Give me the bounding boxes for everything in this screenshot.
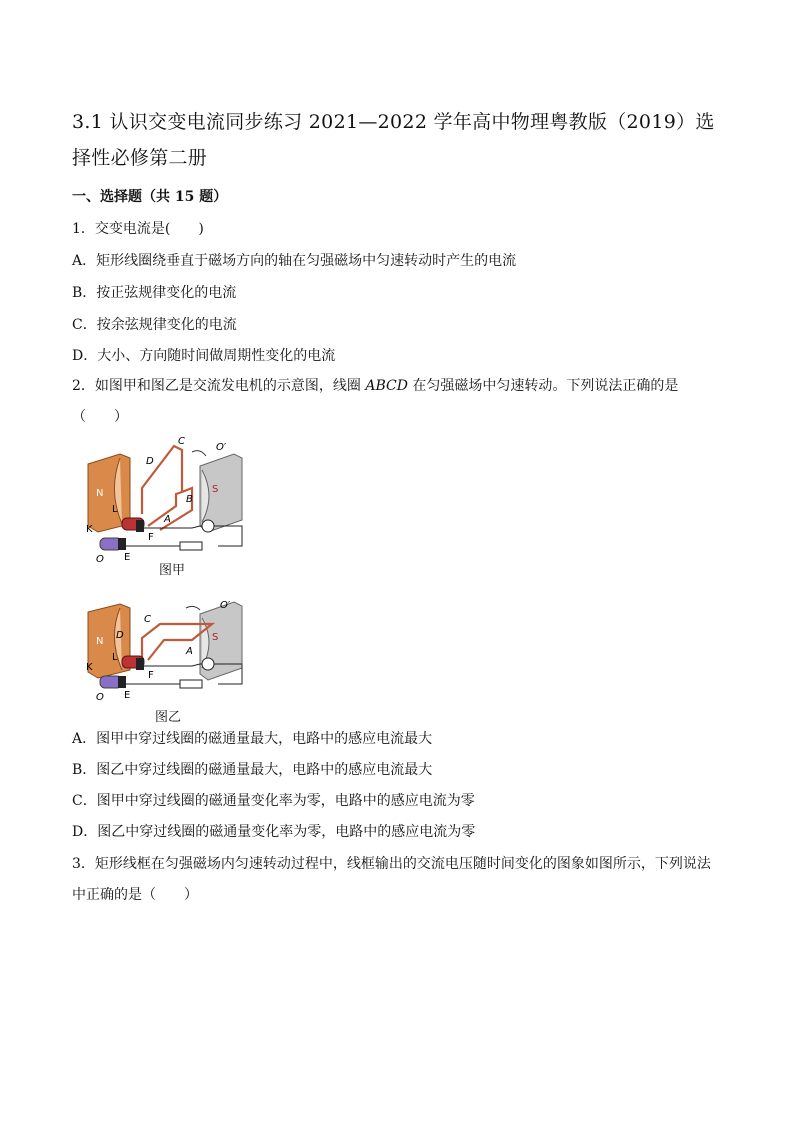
label-e: E xyxy=(124,552,131,563)
label-c: C xyxy=(178,436,185,447)
brush-lower xyxy=(118,676,126,688)
section-heading: 一、选择题（共 15 题） xyxy=(72,189,228,205)
question-1-stem: 1．交变电流是( ) xyxy=(72,221,204,237)
question-3-stem: 3．矩形线框在匀强磁场内匀速转动过程中，线框输出的交流电压随时间变化的图象如图所示，下列说法 xyxy=(72,856,711,872)
coil-name: ABCD xyxy=(365,378,408,394)
figure-yi xyxy=(82,598,252,708)
question-2-option-d: D．图乙中穿过线圈的磁通量变化率为零，电路中的感应电流为零 xyxy=(72,824,476,840)
label-o-prime: O′ xyxy=(220,600,231,611)
label-a: A xyxy=(186,646,193,657)
label-o-prime: O′ xyxy=(216,442,227,453)
label-l: L xyxy=(112,504,118,515)
label-n: N xyxy=(96,488,104,499)
label-c: C xyxy=(144,614,151,625)
label-s: S xyxy=(212,484,219,495)
figure-jia xyxy=(82,436,252,574)
question-1-option-d: D．大小、方向随时间做周期性变化的电流 xyxy=(72,348,336,364)
question-2-option-a: A．图甲中穿过线圈的磁通量最大，电路中的感应电流最大 xyxy=(72,731,433,747)
document-title: 3.1 认识交变电流同步练习 2021—2022 学年高中物理粤教版（2019）选择性必修第二册 xyxy=(72,111,715,169)
label-n: N xyxy=(96,636,104,647)
question-1-option-c: C．按余弦规律变化的电流 xyxy=(72,317,237,333)
rotation-arrow xyxy=(192,451,206,456)
resistor xyxy=(180,542,202,550)
label-o: O xyxy=(96,692,104,703)
label-s: S xyxy=(212,632,219,643)
label-e: E xyxy=(124,690,131,701)
question-1-option-b: B．按正弦规律变化的电流 xyxy=(72,285,237,301)
label-d: D xyxy=(146,456,154,467)
label-b: B xyxy=(186,494,193,505)
label-f: F xyxy=(148,670,154,681)
question-1-option-a: A．矩形线圈绕垂直于磁场方向的轴在匀强磁场中匀速转动时产生的电流 xyxy=(72,253,517,269)
question-2-stem-part: 2．如图甲和图乙是交流发电机的示意图，线圈 xyxy=(72,378,366,394)
question-2-stem xyxy=(72,375,678,395)
ammeter xyxy=(202,520,214,532)
question-2-stem-blank: （ ） xyxy=(72,409,128,425)
resistor xyxy=(180,680,202,688)
question-2-option-b: B．图乙中穿过线圈的磁通量最大，电路中的感应电流最大 xyxy=(72,762,433,778)
figure-yi-caption: 图乙 xyxy=(155,710,182,725)
brush-upper xyxy=(136,658,144,670)
label-k: K xyxy=(86,662,93,673)
rotation-arrow xyxy=(186,606,200,610)
ammeter xyxy=(202,658,214,670)
label-o: O xyxy=(96,554,104,565)
figure-jia-caption: 图甲 xyxy=(159,563,186,578)
label-l: L xyxy=(112,652,118,663)
label-d: D xyxy=(116,630,124,641)
label-f: F xyxy=(148,532,154,543)
label-k: K xyxy=(86,524,93,535)
label-a: A xyxy=(164,514,171,525)
question-2-option-c: C．图甲中穿过线圈的磁通量变化率为零，电路中的感应电流为零 xyxy=(72,793,475,809)
question-3-stem-cont: 中正确的是（ ） xyxy=(72,887,198,903)
brush-upper xyxy=(136,520,144,532)
question-2-stem-part: 在匀强磁场中匀速转动。下列说法正确的是 xyxy=(407,378,679,394)
brush-lower xyxy=(118,538,126,550)
